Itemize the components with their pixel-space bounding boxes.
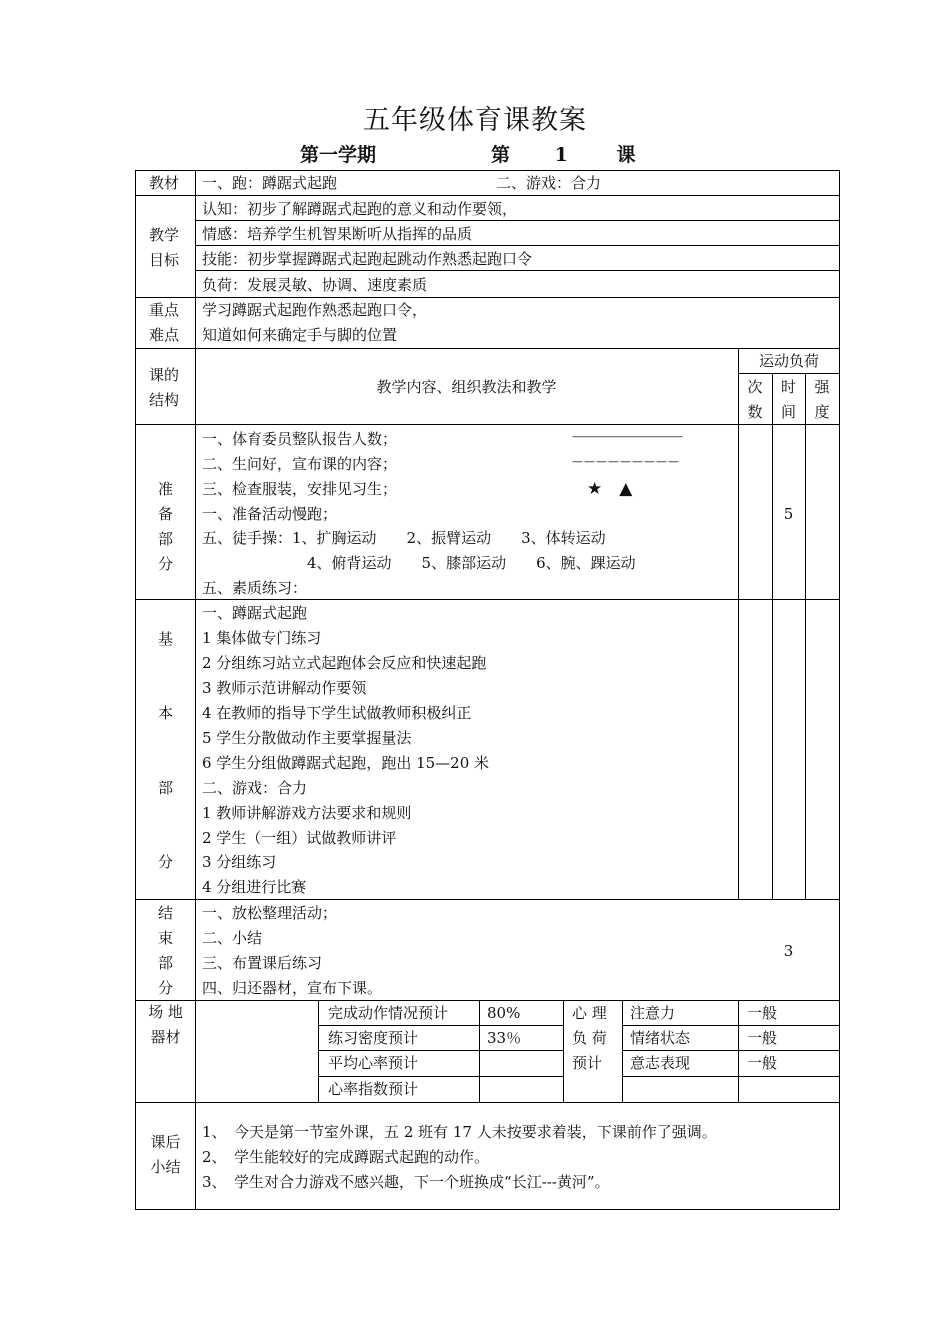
lesson-suffix: 课 [616, 144, 636, 166]
table-border-right [839, 170, 840, 1210]
basic-line: 二、游戏：合力 [202, 779, 308, 797]
summary-line: 2、 学生能较好的完成蹲踞式起跑的动作。 [202, 1148, 490, 1166]
duration-header-1: 时 [780, 378, 796, 396]
basic-line: 3 教师示范讲解动作要领 [202, 679, 367, 697]
basic-label: 分 [157, 853, 173, 871]
lesson-num: 1 [554, 144, 568, 166]
end-line: 三、布置课后练习 [202, 954, 323, 972]
objectives-label-1: 教学 [149, 226, 180, 244]
row-divider [622, 1025, 840, 1026]
load-header: 运动负荷 [758, 352, 819, 370]
basic-line: 1 教师讲解游戏方法要求和规则 [202, 804, 412, 822]
end-label: 部 [157, 954, 173, 972]
psych-label: 心 理 [572, 1004, 607, 1022]
term-label: 第一学期 [300, 144, 377, 166]
col-divider [195, 170, 196, 1210]
key-point-line: 知道如何来确定手与脚的位置 [202, 326, 398, 344]
basic-label: 本 [157, 704, 173, 722]
structure-label-2: 结构 [149, 391, 180, 409]
basic-line: 2 学生（一组）试做教师讲评 [202, 829, 397, 847]
end-line: 四、归还器材，宣布下课。 [202, 979, 383, 997]
summary-line: 1、 今天是第一节室外课，五 2 班有 17 人未按要求着装，下课前作了强调。 [202, 1123, 717, 1141]
row-divider [135, 424, 840, 425]
formation-symbols: ★ ▲ [587, 479, 633, 499]
summary-label-2: 小结 [150, 1158, 181, 1176]
objective-line: 认知：初步了解蹲踞式起跑的意义和动作要领， [202, 200, 518, 218]
formation-line: ————————— [572, 455, 680, 468]
venue-label-1: 场 地 [148, 1003, 183, 1021]
col-divider [772, 373, 773, 900]
col-divider [563, 1000, 564, 1102]
prep-line: 三、检查服装，安排见习生； [202, 480, 398, 498]
end-label: 束 [157, 929, 173, 947]
prep-label: 部 [157, 530, 173, 548]
row-divider [195, 220, 840, 221]
psych-label: 预计 [572, 1054, 603, 1072]
col-divider [738, 1000, 739, 1102]
row-divider [622, 1076, 840, 1077]
prep-line: 五、徒手操：1、扩胸运动 2、振臂运动 3、体转运动 [202, 529, 606, 547]
prep-label: 备 [157, 505, 173, 523]
materials-item-2: 二、游戏：合力 [496, 174, 602, 192]
psych-name: 注意力 [630, 1004, 676, 1022]
basic-line: 5 学生分散做动作主要掌握量法 [202, 729, 412, 747]
psych-value: 一般 [747, 1029, 778, 1047]
prep-label: 准 [157, 480, 173, 498]
objective-line: 负荷：发展灵敏、协调、速度素质 [202, 276, 428, 294]
prep-line: 二、生问好，宣布课的内容； [202, 455, 398, 473]
table-border-bottom [135, 1209, 840, 1210]
psych-name: 情绪状态 [630, 1029, 691, 1047]
col-divider [738, 348, 739, 900]
table-border-left [135, 170, 136, 1210]
col-divider [805, 373, 806, 900]
venue-label-2: 器材 [150, 1028, 181, 1046]
times-header-2: 数 [747, 403, 763, 421]
materials-label: 教材 [149, 174, 180, 192]
objective-line: 情感：培养学生机智果断听从指挥的品质 [202, 225, 473, 243]
metric-name: 平均心率预计 [328, 1054, 419, 1072]
objective-line: 技能：初步掌握蹲踞式起跑起跳动作熟悉起跑口令 [202, 250, 533, 268]
col-divider [479, 1000, 480, 1102]
metric-name: 心率指数预计 [328, 1080, 419, 1098]
psych-value: 一般 [747, 1004, 778, 1022]
basic-line: 一、蹲踞式起跑 [202, 604, 308, 622]
basic-line: 1 集体做专门练习 [202, 629, 322, 647]
prep-line: 4、俯背运动 5、膝部运动 6、腕、踝运动 [202, 554, 636, 572]
key-points-label-1: 重点 [149, 301, 180, 319]
lesson-plan-table [135, 170, 840, 1210]
basic-line: 2 分组练习站立式起跑体会反应和快速起跑 [202, 654, 487, 672]
psych-label: 负 荷 [572, 1029, 607, 1047]
row-divider [195, 270, 840, 271]
row-divider [135, 297, 840, 298]
basic-line: 4 在教师的指导下学生试做教师积极纠正 [202, 704, 472, 722]
times-header-1: 次 [747, 378, 763, 396]
page-title: 五年级体育课教案 [363, 105, 587, 136]
row-divider [195, 245, 840, 246]
basic-label: 部 [157, 779, 173, 797]
metric-value: 33％ [487, 1029, 522, 1047]
row-divider [622, 1050, 840, 1051]
key-point-line: 学习蹲踞式起跑作熟悉起跑口令， [202, 301, 428, 319]
col-divider [318, 1000, 319, 1102]
row-divider [318, 1050, 563, 1051]
end-label: 结 [157, 904, 173, 922]
basic-line: 4 分组进行比赛 [202, 878, 307, 896]
row-divider [135, 899, 840, 900]
end-line: 一、放松整理活动； [202, 904, 338, 922]
metric-name: 练习密度预计 [328, 1029, 419, 1047]
lesson-prefix: 第 [491, 144, 511, 166]
end-label: 分 [157, 979, 173, 997]
summary-label-1: 课后 [150, 1133, 181, 1151]
row-divider [135, 1000, 840, 1001]
row-divider [318, 1076, 563, 1077]
basic-label: 基 [157, 630, 173, 648]
materials-item-1: 一、跑：蹲踞式起跑 [202, 174, 338, 192]
content-header: 教学内容、组织教法和教学 [376, 378, 557, 396]
table-border-top [135, 170, 840, 171]
metric-value: 80% [487, 1004, 521, 1022]
basic-line: 6 学生分组做蹲踞式起跑，跑出 15—20 米 [202, 754, 490, 772]
key-points-label-2: 难点 [149, 326, 180, 344]
prep-duration: 5 [783, 505, 794, 523]
summary-line: 3、 学生对合力游戏不感兴趣，下一个班换成“长江---黄河”。 [202, 1173, 610, 1191]
row-divider [135, 1102, 840, 1103]
end-line: 二、小结 [202, 929, 263, 947]
end-duration: 3 [783, 942, 794, 960]
formation-line: ——————————— [572, 430, 682, 443]
objectives-label-2: 目标 [149, 251, 180, 269]
metric-name: 完成动作情况预计 [328, 1004, 449, 1022]
col-divider [622, 1000, 623, 1102]
basic-line: 3 分组练习 [202, 853, 277, 871]
row-divider [135, 599, 840, 600]
psych-name: 意志表现 [630, 1054, 691, 1072]
row-divider [135, 195, 840, 196]
prep-line: 一、准备活动慢跑； [202, 505, 338, 523]
prep-line: 五、素质练习： [202, 579, 308, 597]
row-divider [738, 373, 840, 374]
prep-line: 一、体育委员整队报告人数； [202, 430, 398, 448]
intensity-header-2: 度 [814, 403, 830, 421]
structure-label-1: 课的 [149, 366, 180, 384]
prep-label: 分 [157, 555, 173, 573]
row-divider [135, 348, 840, 349]
row-divider [318, 1025, 563, 1026]
intensity-header-1: 强 [814, 378, 830, 396]
lesson-number [491, 140, 636, 167]
psych-value: 一般 [747, 1054, 778, 1072]
duration-header-2: 间 [780, 403, 796, 421]
